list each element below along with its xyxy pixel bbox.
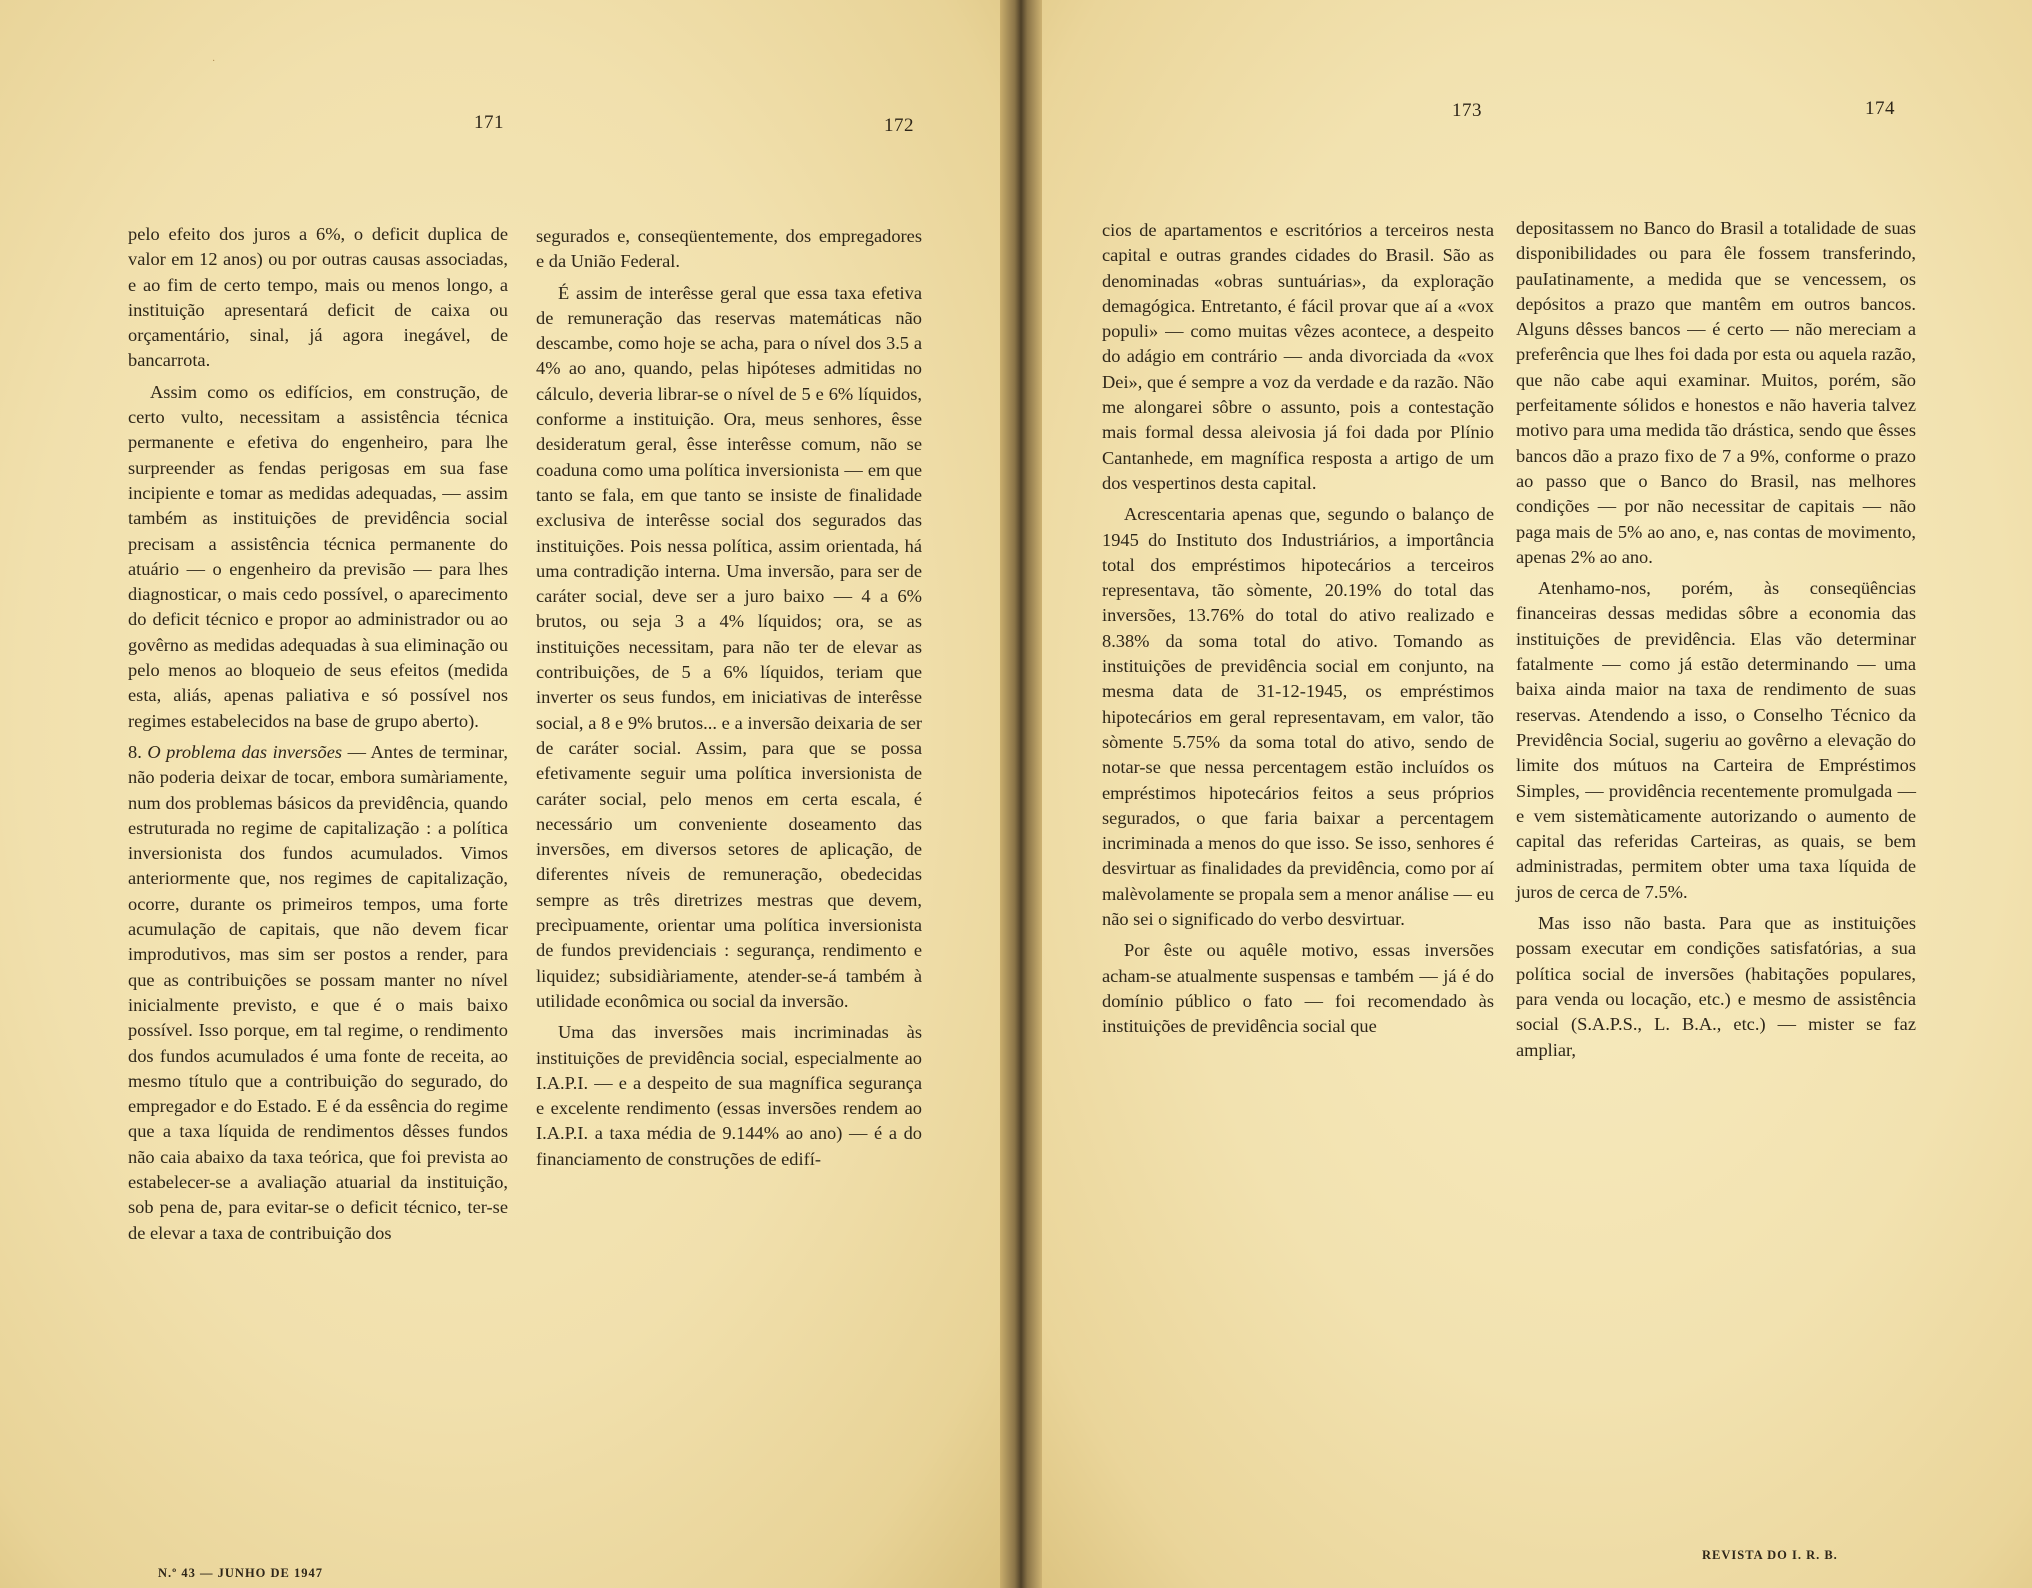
column-page-173: [1102, 218, 1494, 1046]
continued-paragraph: depositassem no Banco do Brasil a totalidade de suas disponibilidades ou para êle fossem transferindo, pauIatinamente, a medida que se vencessem, os depósitos a prazo que mantêm em outros bancos. Alguns dêsses bancos — é certo — não mereciam a preferência que lhes foi dada por esta ou aquela razão, que não cabe aqui examinar. Muitos, porém, são perfeitamente sólidos e honestos e não haveria talvez motivo para uma medida tão drástica, sendo que êsses bancos dão a prazo fixo de 7 a 9%, conforme o prazo ao passo que o Banco do Brasil, nas melhores condições — por não necessitar de capitais — não paga mais de 5% ao ano, e, nas contas de movimento, apenas 2% ao ano.: [1516, 218, 1916, 567]
paragraph: Uma das inversões mais incriminadas às instituições de previdência social, especialmente ao I.A.P.I. — e a despeito de sua magnífica segurança e excelente rendimento (essas inversões rendem ao I.A.P.I. a taxa média de 9.144% ao ano) — é a do financiamento de construções de edifí-: [536, 1022, 922, 1169]
book-gutter: [1000, 0, 1042, 1588]
continued-paragraph: pelo efeito dos juros a 6%, o deficit duplica de valor em 12 anos) ou por outras causas associadas, e ao fim de certo tempo, mais ou menos longo, a instituição apresentará deficit de caixa ou orçamentário, sinal, já agora inegável, de bancarrota.: [128, 224, 508, 371]
page-number-174: 174: [1865, 98, 1895, 119]
paragraph: Atenhamo-nos, porém, às conseqüências financeiras dessas medidas sôbre a economia das instituições de previdência. Elas vão determinar fatalmente — como já estão determinando — uma baixa ainda maior na taxa de rendimento de suas reservas. Atendendo a isso, o Conselho Técnico da Previdência Social, sugeriu ao govêrno a elevação do limite dos mútuos na Carteira de Empréstimos Simples, — providência recentemente promulgada — e vem sistemàticamente autorizando o aumento de capital das referidas Carteiras, as quais, se bem administradas, permitem obter uma taxa líquida de juros de cerca de 7.5%.: [1516, 578, 1916, 902]
continued-paragraph: cios de apartamentos e escritórios a terceiros nesta capital e outras grandes cidades do Brasil. São as denominadas «obras suntuárias», da exploração demagógica. Entretanto, é fácil provar que aí a «vox populi» — como muitas vêzes acontece, a despeito do adágio em contrário — anda divorciada da «vox Dei», que é sempre a voz da verdade e da razão. Não me alongarei sôbre o assunto, pois a contestação mais formal dessa aleivosia já foi dada por Plínio Cantanhede, em magnífica resposta a artigo de um dos vespertinos desta capital.: [1102, 220, 1494, 493]
section-number: 8.: [128, 741, 142, 762]
column-page-172: [536, 224, 922, 1178]
footer-journal-title: REVISTA DO I. R. B.: [1702, 1548, 1838, 1562]
paragraph: É assim de interêsse geral que essa taxa efetiva de remuneração das reservas matemáticas não descambe, como hoje se acha, para o nível dos 3.5 a 4% ao ano, quando, pelas hipóteses admitidas no cálculo, deveria librar-se o nível de 5 e 6% líquidos, conforme a instituição. Ora, meus senhores, êsse desideratum geral, êsse interêsse comum, não se coaduna como uma política inversionista — em que tanto se fala, em que tanto se insiste de finalidade exclusiva de interêsse social dos segurados das instituições. Pois nessa política, assim orientada, há uma contradição interna. Uma inversão, para ser de caráter social, deve ser a juro baixo — 4 a 6% brutos, ou seja 3 a 4% líquidos; ora, se as instituições necessitam, para não ter de elevar as contribuições, de 5 a 6% líquidos, teriam que inverter os seus fundos, em iniciativas de interêsse social, a 8 e 9% brutos... e a inversão deixaria de ser de caráter social. Assim, para que se possa efetivamente seguir uma política inversionista de caráter social, pelo menos em certa escala, é necessário um conveniente doseamento das inversões, em diversos setores de aplicação, de diferentes níveis de remuneração, obedecidas sempre as três diretrizes mestras que devem, precìpuamente, orientar uma política inversionista de fundos previdenciais : segurança, rendimento e liquidez; subsidiàriamente, atender-se-á também à utilidade econômica ou social da inversão.: [536, 282, 922, 1011]
column-page-171: [128, 222, 508, 1252]
continued-paragraph: segurados e, conseqüentemente, dos empregadores e da União Federal.: [536, 226, 922, 272]
paragraph: Assim como os edifícios, em construção, de certo vulto, necessitam a assistência técnica permanente e efetiva do engenheiro, para lhe surpreender as fendas perigosas em sua fase incipiente e tomar as medidas adequadas, — assim também as instituições de previdência social precisam a assistência técnica permanente do atuário — o engenheiro da previsão — para lhes diagnosticar, o mais cedo possível, o aparecimento do deficit técnico e propor ao administrador ou ao govêrno as medidas adequadas à sua eliminação ou pelo menos ao bloqueio de seus efeitos (medida esta, aliás, apenas paliativa e só possível nos regimes estabelecidos na base de grupo aberto).: [128, 381, 508, 731]
paragraph: Acrescentaria apenas que, segundo o balanço de 1945 do Instituto dos Industriários, a importância total dos empréstimos hipotecários a terceiros representava, tão sòmente, 20.19% do total das inversões, 13.76% do total do ativo realizado e 8.38% da soma total do ativo. Tomando as instituições de previdência social em conjunto, na mesma data de 31-12-1945, os empréstimos hipotecários em geral representavam, em valor, tão sòmente 5.75% da soma total do ativo, sendo de notar-se que nessa percentagem estão incluídos os empréstimos hipotecários feitos a seus próprios segurados, o que faria baixar a percentagem incriminada a menos do que isso. Se isso, senhores é desvirtuar as finalidades da previdência, como por aí malèvolamente se propala sem a menor análise — eu não sei o significado do verbo desvirtuar.: [1102, 504, 1494, 930]
section-paragraph: [128, 740, 508, 1246]
page-number-171: 171: [474, 112, 504, 133]
footer-issue-date: N.º 43 — JUNHO DE 1947: [158, 1566, 324, 1580]
paragraph: Mas isso não basta. Para que as instituições possam executar em condições satisfatórias, a sua política social de inversões (habitações populares, para venda ou locação, etc.) e mesmo de assistência social (S.A.P.S., L. B.A., etc.) — mister se faz ampliar,: [1516, 913, 1916, 1060]
section-body: — Antes de terminar, não poderia deixar de tocar, embora sumàriamente, num dos problemas básicos da previdência, quando estruturada no regime de capitalização : a política inversionista dos fundos acumulados. Vimos anteriormente que, nos regimes de capitalização, ocorre, durante os primeiros tempos, uma forte acumulação de capitais, que não devem ficar improdutivos, mas sim ser postos a render, para que as contribuições se possam manter no nível inicialmente previsto, e que é o mais baixo possível. Isso porque, em tal regime, o rendimento dos fundos acumulados é uma fonte de receita, ao mesmo título que a contribuição do segurado, do empregador e do Estado. E é da essência do regime que a taxa líquida de rendimentos dêsses fundos não caia abaixo da taxa teórica, que foi prevista ao estabelecer-se a avaliação atuarial da instituição, sob pena de, para evitar-se o deficit técnico, ter-se de elevar a taxa de contribuição dos: [128, 741, 509, 1243]
page-number-173: 173: [1452, 100, 1482, 121]
column-page-174: [1516, 216, 1916, 1069]
page-number-172: 172: [884, 115, 914, 136]
paper-speck: ·: [212, 56, 216, 67]
section-heading: O problema das inversões: [147, 741, 343, 762]
paragraph: Por êste ou aquêle motivo, essas inversões acham-se atualmente suspensas e também — já é do domínio público o fato — foi recomendado às instituições de previdência social que: [1102, 940, 1494, 1037]
